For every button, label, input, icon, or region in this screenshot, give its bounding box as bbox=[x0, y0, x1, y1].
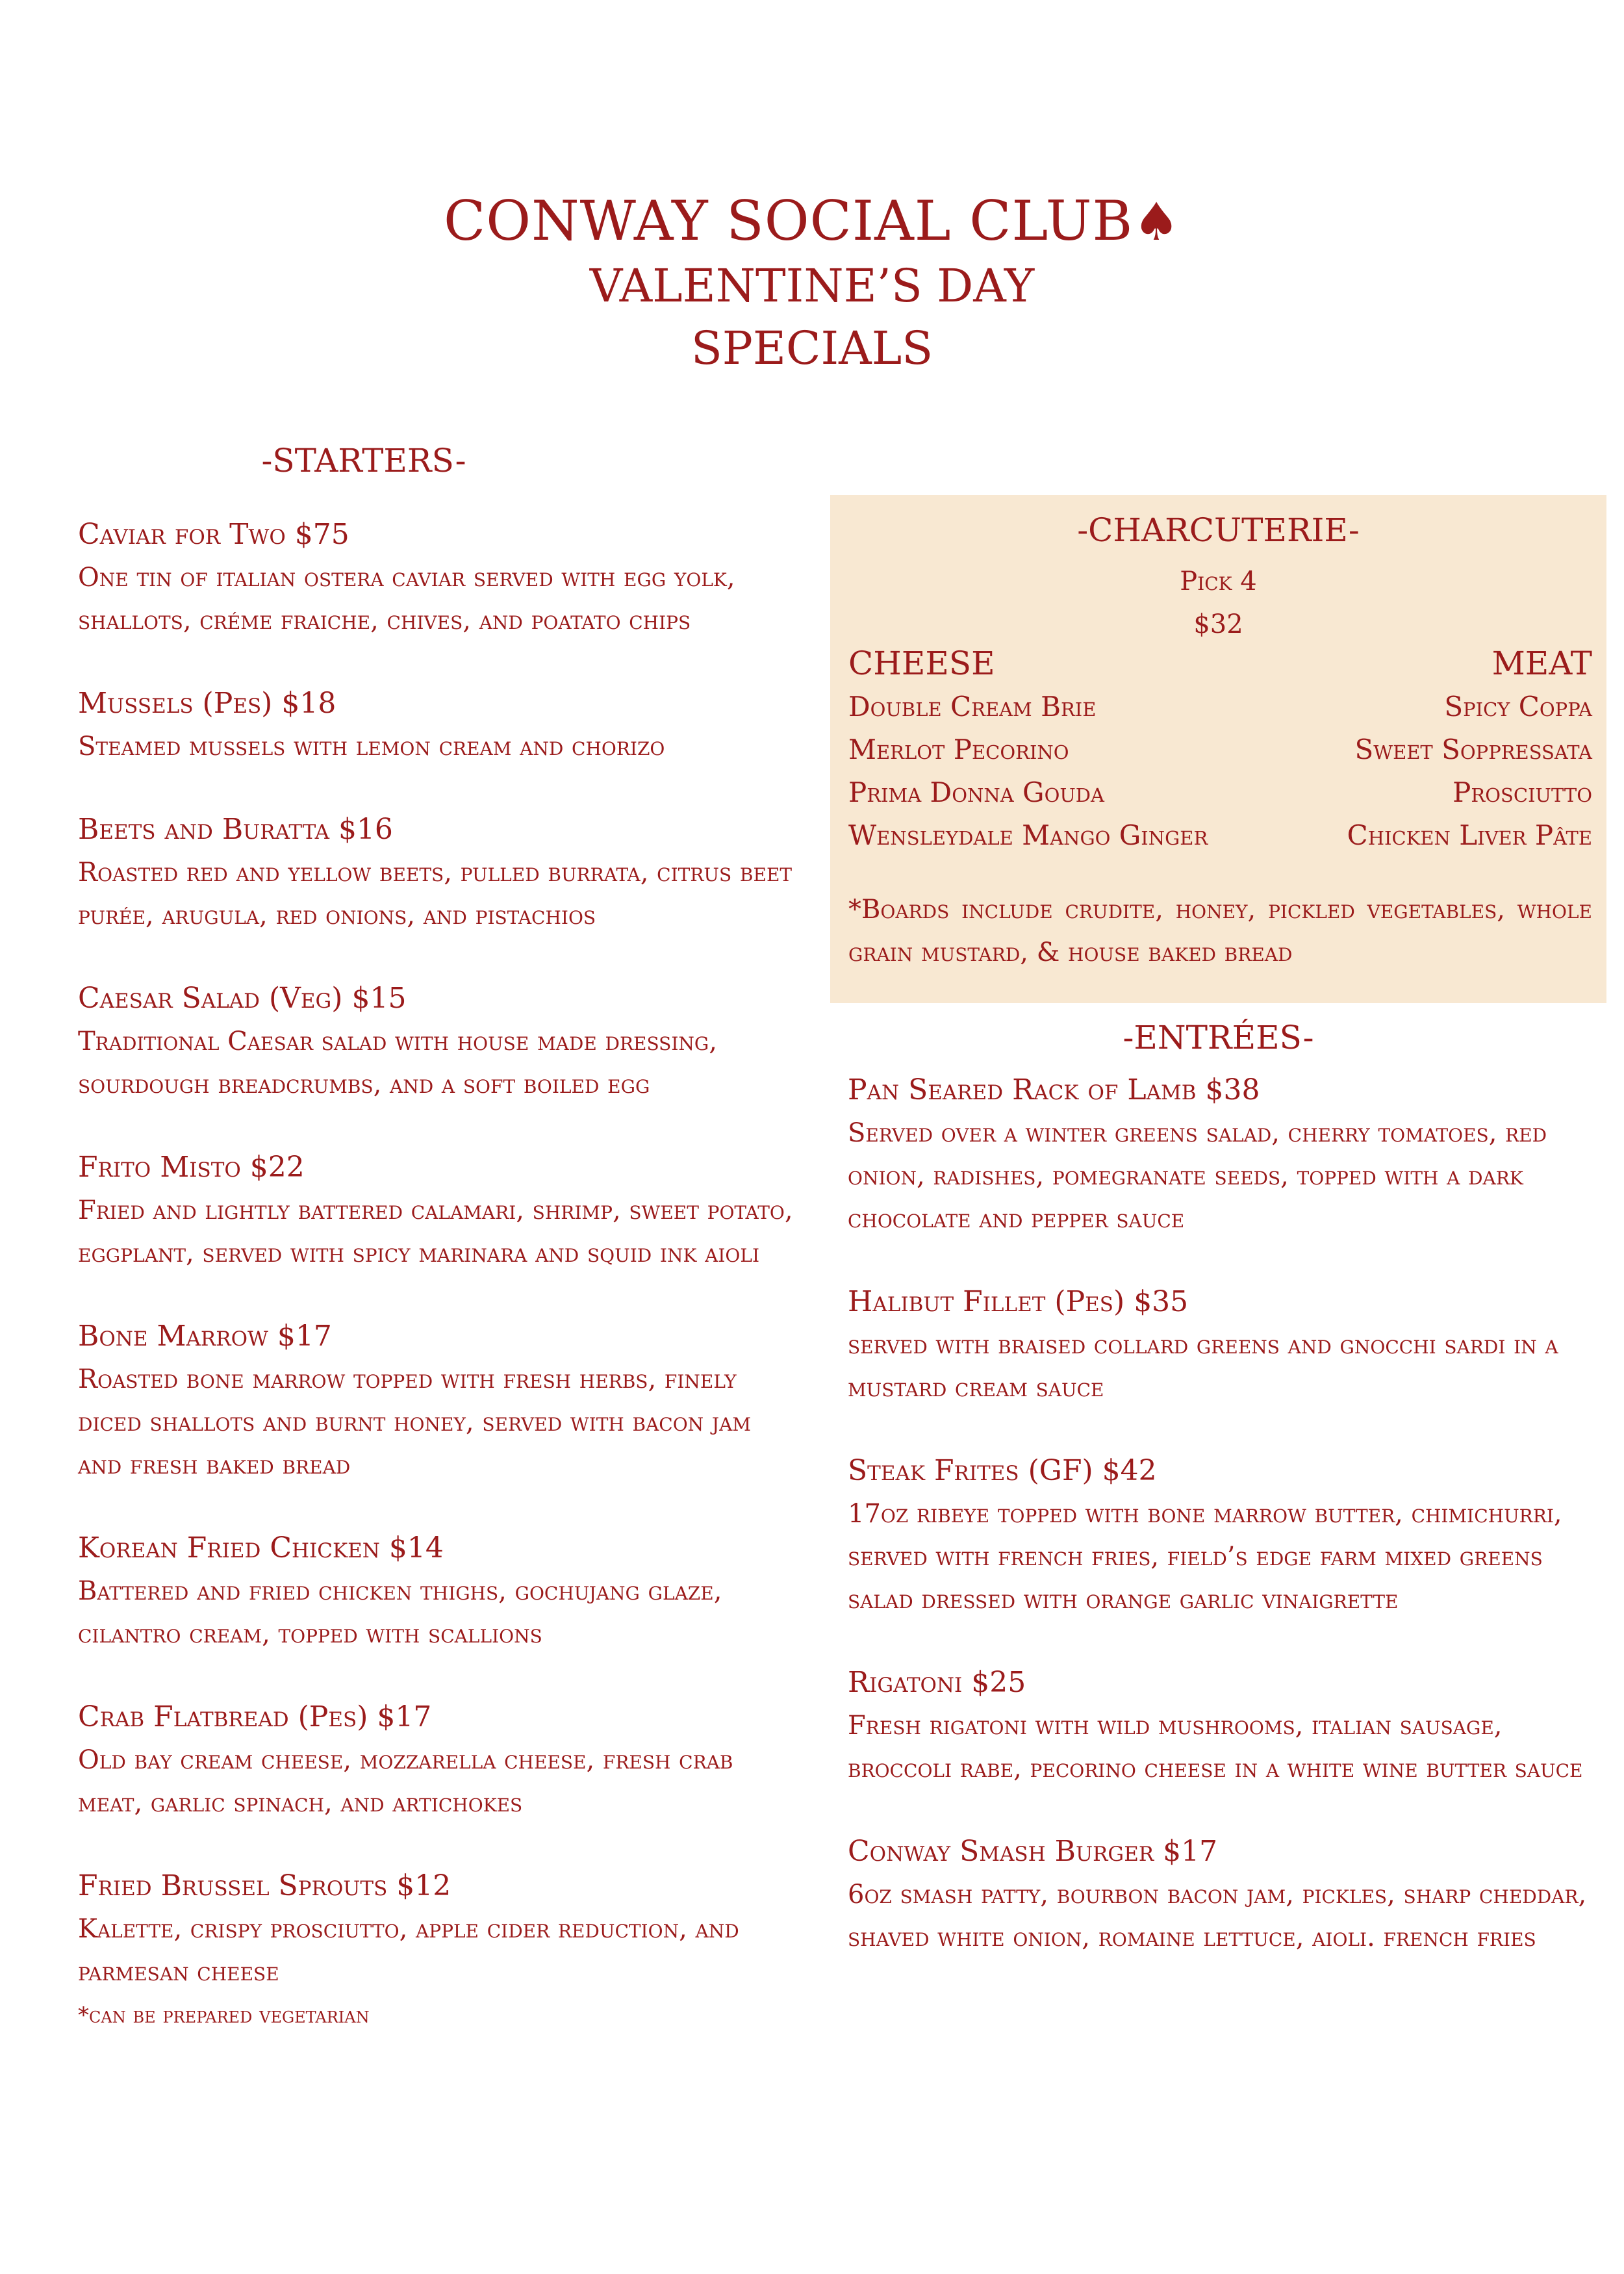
menu-item-description: Battered and fried chicken thighs, gochujang glaze, cilantro cream, topped with scallions bbox=[78, 1576, 722, 1649]
cheese-column bbox=[848, 641, 1208, 857]
entrees-list bbox=[848, 1069, 1601, 1999]
menu-item-description: Fried and lightly battered calamari, shrimp, sweet potato, eggplant, served with spicy marinara and squid ink aioli bbox=[78, 1195, 793, 1268]
menu-item-title: Halibut Fillet (Pes) $35 bbox=[848, 1285, 1189, 1318]
cheese-item: Prima Donna Gouda bbox=[848, 776, 1104, 808]
menu-item-title: Caviar for Two $75 bbox=[78, 518, 349, 551]
charcuterie-box bbox=[830, 495, 1606, 1003]
menu-item-description: One tin of italian ostera caviar served with egg yolk, shallots, créme fraiche, chives, and poatato chips bbox=[78, 563, 735, 635]
spade-icon: ♠ bbox=[1133, 192, 1180, 252]
menu-item bbox=[78, 1696, 799, 1824]
menu-item bbox=[848, 1069, 1601, 1240]
menu-item-title: Korean Fried Chicken $14 bbox=[78, 1531, 444, 1565]
menu-item-description: Traditional Caesar salad with house made dressing, sourdough breadcrumbs, and a soft boiled egg bbox=[78, 1027, 717, 1099]
menu-item-description: Old bay cream cheese, mozzarella cheese, fresh crab meat, garlic spinach, and artichokes bbox=[78, 1745, 733, 1818]
menu-item-title: Steak Frites (GF) $42 bbox=[848, 1454, 1157, 1487]
menu-item-title: Crab Flatbread (Pes) $17 bbox=[78, 1700, 432, 1733]
menu-item bbox=[78, 1527, 799, 1655]
starters-heading: -STARTERS- bbox=[261, 442, 466, 479]
meat-item: Sweet Soppressata bbox=[1354, 734, 1592, 765]
menu-item bbox=[78, 1865, 799, 1993]
menu-item-description: Fresh rigatoni with wild mushrooms, italian sausage, broccoli rabe, pecorino cheese in a white wine butter sauce bbox=[848, 1711, 1583, 1783]
menu-item bbox=[78, 682, 799, 768]
menu-item-description: 6oz smash patty, bourbon bacon jam, pickles, sharp cheddar, shaved white onion, romaine lettuce, aioli. french fries bbox=[848, 1880, 1587, 1952]
menu-item-title: Mussels (Pes) $18 bbox=[78, 687, 336, 720]
menu-item bbox=[848, 1450, 1601, 1621]
menu-item-title: Conway Smash Burger $17 bbox=[848, 1835, 1218, 1868]
menu-item-title: Caesar Salad (Veg) $15 bbox=[78, 982, 407, 1015]
cheese-heading: CHEESE bbox=[848, 645, 995, 682]
cheese-item: Wensleydale Mango Ginger bbox=[848, 819, 1208, 851]
charcuterie-pick bbox=[830, 560, 1606, 646]
menu-item-description: Served over a winter greens salad, cherry tomatoes, red onion, radishes, pomegranate seeds, topped with a dark chocolate and pepper sauce bbox=[848, 1118, 1547, 1234]
menu-item-title: Fried Brussel Sprouts $12 bbox=[78, 1869, 451, 1902]
menu-item bbox=[78, 808, 799, 937]
menu-item-title: Rigatoni $25 bbox=[848, 1666, 1026, 1699]
menu-subtitle: VALENTINE’S DAY bbox=[589, 259, 1035, 313]
menu-item bbox=[848, 1281, 1601, 1409]
starters-list bbox=[78, 513, 799, 2031]
meat-item: Spicy Coppa bbox=[1444, 691, 1592, 722]
charcuterie-price: $32 bbox=[1193, 609, 1243, 639]
charcuterie-heading: -CHARCUTERIE- bbox=[1077, 511, 1360, 549]
menu-item-description: Steamed mussels with lemon cream and chorizo bbox=[78, 732, 665, 761]
menu-item-description: Roasted red and yellow beets, pulled burrata, citrus beet purée, arugula, red onions, and pistachios bbox=[78, 858, 793, 930]
entrees-heading: -ENTRÉES- bbox=[1123, 1019, 1314, 1056]
menu-subtitle-2: SPECIALS bbox=[691, 322, 933, 375]
menu-item-title: Frito Misto $22 bbox=[78, 1151, 305, 1184]
menu-item-title: Pan Seared Rack of Lamb $38 bbox=[848, 1073, 1260, 1106]
meat-item: Prosciutto bbox=[1453, 776, 1592, 808]
menu-header bbox=[0, 188, 1624, 379]
menu-item bbox=[848, 1830, 1601, 1959]
vegetarian-note: *can be prepared vegetarian bbox=[78, 2002, 370, 2028]
menu-item bbox=[848, 1661, 1601, 1790]
meat-column bbox=[1347, 641, 1592, 857]
menu-item-description: Roasted bone marrow topped with fresh herbs, finely diced shallots and burnt honey, served with bacon jam and fresh baked bread bbox=[78, 1364, 752, 1480]
menu-item bbox=[78, 1146, 799, 1275]
charcuterie-footnote: *Boards include crudite, honey, pickled vegetables, whole grain mustard, & house baked bread bbox=[848, 895, 1592, 967]
menu-item bbox=[78, 513, 799, 642]
menu-item-description: 17oz ribeye topped with bone marrow butter, chimichurri, served with french fries, field’s edge farm mixed greens salad dressed with orange garlic vinaigrette bbox=[848, 1499, 1562, 1615]
menu-item bbox=[78, 977, 799, 1106]
menu-item-title: Bone Marrow $17 bbox=[78, 1320, 332, 1353]
menu-item-description: served with braised collard greens and gnocchi sardi in a mustard cream sauce bbox=[848, 1330, 1558, 1403]
cheese-item: Double Cream Brie bbox=[848, 691, 1097, 722]
meat-heading: MEAT bbox=[1491, 645, 1592, 682]
menu-item bbox=[78, 1315, 799, 1487]
menu-item-description: Kalette, crispy prosciutto, apple cider reduction, and parmesan cheese bbox=[78, 1914, 739, 1987]
cheese-item: Merlot Pecorino bbox=[848, 734, 1069, 765]
menu-item-title: Beets and Buratta $16 bbox=[78, 813, 393, 846]
meat-item: Chicken Liver Pâte bbox=[1347, 819, 1592, 851]
restaurant-name: CONWAY SOCIAL CLUB♠ bbox=[444, 189, 1180, 253]
pick-label: Pick 4 bbox=[1180, 567, 1257, 596]
